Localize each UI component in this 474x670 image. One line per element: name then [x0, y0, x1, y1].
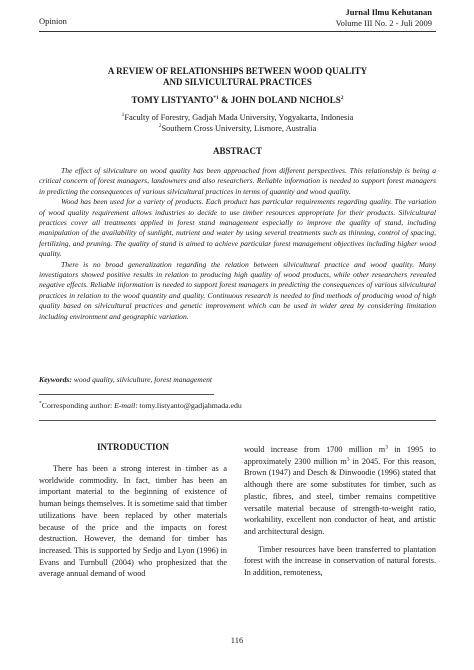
footnote-marker: * — [39, 400, 42, 407]
abstract-paragraph: The effect of silviculture on wood quality has been approached from different perspectives. This relationship is being a critical concern of forest managers, landowners and also researchers. Reliable information is needed to support forest managers in predicting the consequences of various silvicultural practices in terms of quantity and wood quality. — [39, 166, 436, 196]
body-paragraph — [244, 444, 436, 538]
section-rule — [39, 420, 436, 421]
header-rule — [39, 31, 436, 32]
author-2-marker: 2 — [340, 95, 344, 101]
paper-title — [39, 66, 436, 88]
affiliation-2-text: Southern Cross University, Lismore, Australia — [161, 124, 317, 133]
author-1-marker: *1 — [213, 95, 219, 101]
journal-volume: Volume III No. 2 - Juli 2009 — [335, 18, 432, 28]
footnote-rule — [39, 394, 214, 395]
email-address: : tomy.listyanto@gadjahmada.edu — [135, 401, 242, 410]
page-number: 116 — [230, 635, 244, 645]
section-label: Opinion — [39, 16, 67, 26]
abstract-paragraph: There is no broad generalization regarding the relation between silvicultural practice and wood quality. Many investigators showed positive results in relation to producing high quality of wood products, while other researchers revealed negative effects. Reliable information is needed to support forest managers in predicting the consequences of various silvicultural practices in relation to the wood quantity and quality. Continuous research is needed to find methods of producing wood of high quality based on silvicultural practices and genetic improvement which can be used in wider area by considering limitation including environment and geographic variation. — [39, 259, 436, 321]
abstract-heading: ABSTRACT — [212, 146, 262, 156]
affiliation-1-marker: 1 — [121, 112, 125, 119]
title-line-1: A REVIEW OF RELATIONSHIPS BETWEEN WOOD QUALITY — [107, 66, 368, 76]
abstract-body — [39, 166, 436, 322]
text-run: in 2045. For this reason, Brown (1947) and Desch & Dinwoodie (1996) stated that although there are some substitutes for timber, such as plastic, fibres, and steel, timber remains competitive versatile material because of strength-to-weight ratio, workability, excellent non conductor of heat, and artistic and architectural design. — [244, 456, 436, 536]
affiliation-2 — [39, 124, 436, 133]
superscript: 3 — [385, 444, 388, 451]
superscript: 3 — [346, 455, 350, 462]
left-column — [39, 463, 227, 580]
title-line-2: AND SILVICULTURAL PRACTICES — [163, 77, 312, 87]
body-paragraph: Timber resources have been transferred to plantation forest with the increase in conservation of natural forests. In addition, remoteness, — [244, 544, 436, 578]
author-1: TOMY LISTYANTO — [131, 95, 214, 105]
affiliation-1 — [39, 113, 436, 122]
author-separator: & JOHN DOLAND NICHOLS — [218, 95, 341, 105]
corresponding-author-note — [39, 401, 436, 410]
footnote-label: Corresponding author: — [41, 401, 115, 410]
abstract-paragraph: Wood has been used for a variety of products. Each product has particular requirements regarding quality. The variation of wood quality requirement allows industries to decide to use timber resources appropriate for their products. Silvicultural practices cover all treatments applied in forest stand management especially to improve the quality of stand, including manipulation of the availability of sunlight, nutrient and water by using several treatments such as thinning, control of spacing, fertilizing, and pruning. The quality of stand is aimed to achieve particular forest management objectives including higher wood quality. — [39, 197, 436, 259]
affiliation-2-marker: 2 — [158, 123, 162, 130]
email-label: E-mail — [114, 401, 136, 410]
right-column — [244, 444, 436, 579]
body-paragraph: There has been a strong interest in timber as a worldwide commodity. In fact, timber has been an important material to the beginning of existence of human beings themselves. It is sometime said that timber utilizations have been replaced by other materials because of the price and the impacts on forest destruction. However, the demand for timber has increased. This is supported by Sedjo and Lyon (1996) in Evans and Turnbull (2004) who prophesized that the average annual demand of wood — [39, 464, 227, 579]
journal-name: Jurnal Ilmu Kehutanan — [345, 7, 432, 17]
text-run: would increase from 1700 million m — [244, 445, 386, 454]
affiliation-1-text: Faculty of Forestry, Gadjah Mada University, Yogyakarta, Indonesia — [124, 113, 354, 122]
text-run: in 1995 to approximately 2300 million m — [244, 445, 436, 466]
introduction-heading: INTRODUCTION — [96, 442, 169, 452]
keywords — [39, 375, 436, 384]
authors — [39, 95, 436, 105]
keywords-list: wood quality, silviculture, forest management — [71, 375, 213, 384]
keywords-label: Keywords: — [39, 375, 72, 384]
